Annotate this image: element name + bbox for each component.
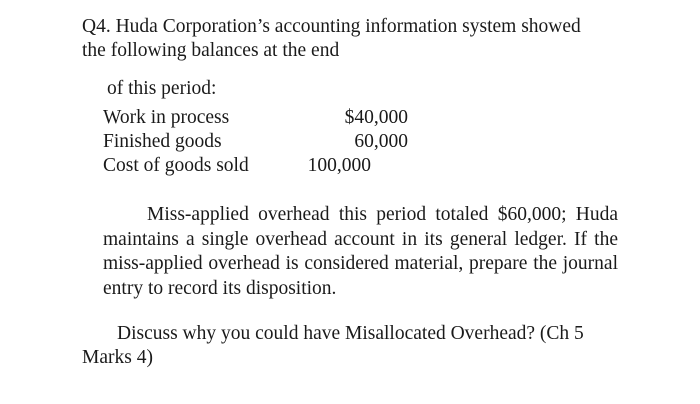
balance-row	[103, 130, 423, 154]
question-text-line-3: of this period:	[107, 78, 217, 99]
overhead-paragraph	[103, 203, 618, 301]
balance-amount: $40,000	[344, 107, 408, 128]
overhead-paragraph-text: Miss-applied overhead this period totaled $60,000; Huda maintains a single overhead account in its general ledger. If the miss-applied overhead is considered material, prepare the journal entry to record its disposition.	[103, 204, 618, 299]
question-text-line-1: Q4. Huda Corporation’s accounting information system showed	[82, 16, 581, 37]
balance-amount: 100,000	[307, 155, 371, 176]
balance-label: Finished goods	[103, 131, 222, 152]
balances-table	[103, 106, 423, 178]
balance-label: Work in process	[103, 107, 230, 128]
balance-label: Cost of goods sold	[103, 155, 249, 176]
question-text-line-2: the following balances at the end	[82, 40, 340, 61]
discussion-line-1: Discuss why you could have Misallocated Overhead? (Ch 5	[117, 323, 584, 344]
balance-amount: 60,000	[354, 131, 408, 152]
balance-row	[103, 106, 423, 130]
balance-row	[103, 154, 423, 178]
discussion-line-2: Marks 4)	[82, 347, 153, 368]
